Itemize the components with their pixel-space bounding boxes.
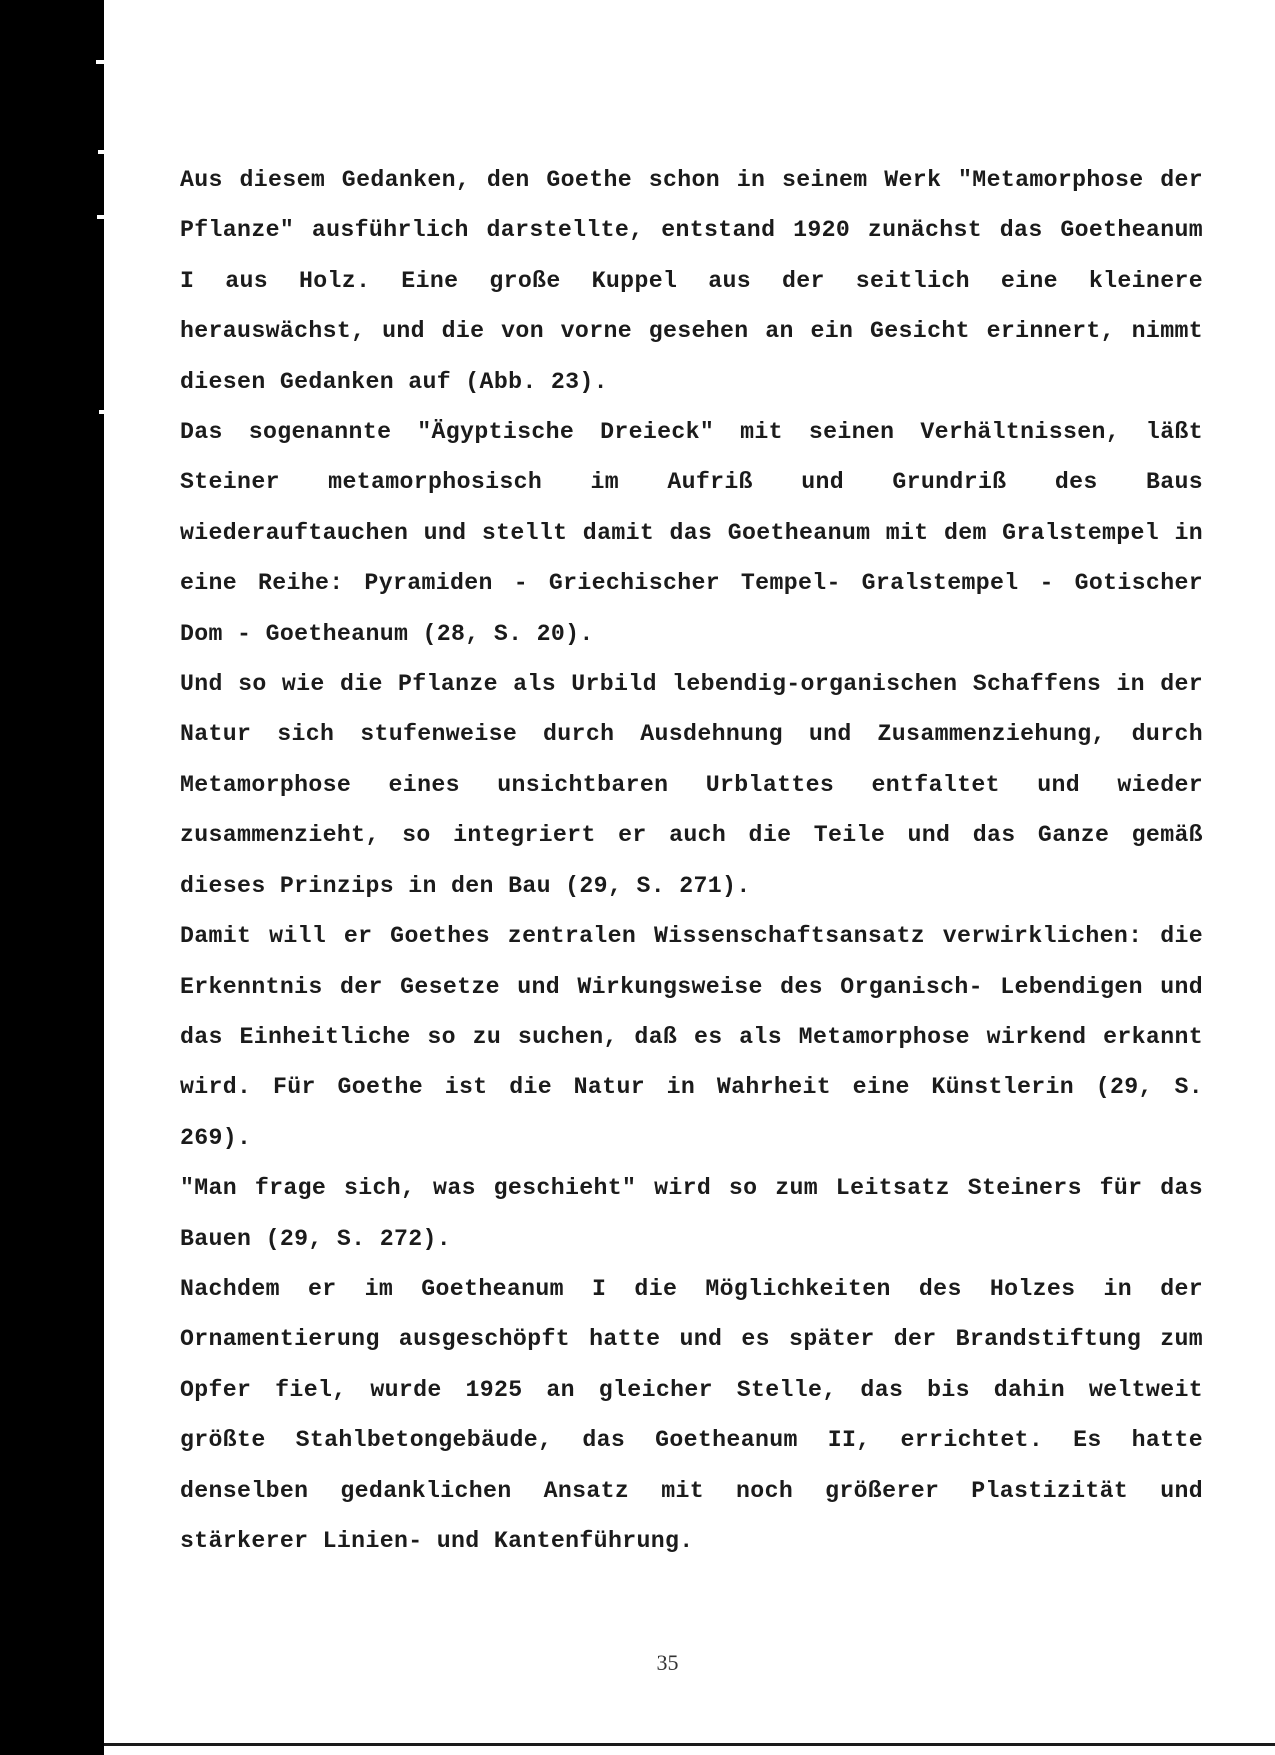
paragraph-egyptian-triangle: Das sogenannte "Ägyptische Dreieck" mit seinen Verhältnissen, läßt Steiner metamorphosisch im Aufriß und Grundriß des Baus wiederauftauchen und stellt damit das Goetheanum mit dem Gralstempel in eine Reihe: Pyramiden - Griechischer Tempel- Gralstempel - Gotischer Dom - Goetheanum (28, S. 20). — [180, 419, 1203, 647]
page-number: 35 — [656, 1650, 679, 1675]
paragraph-goethe-science: Damit will er Goethes zentralen Wissenschaftsansatz verwirklichen: die Erkenntnis der Gesetze und Wirkungsweise des Organisch- Lebendigen und das Einheitliche so zu suchen, daß es als Metamorphose wirkend erkannt wird. Für Goethe ist die Natur in Wahrheit eine Künstlerin (29, S. 269). — [180, 923, 1203, 1151]
scan-artifact — [99, 410, 104, 414]
paragraph-goetheanum-ii: Nachdem er im Goetheanum I die Möglichkeiten des Holzes in der Ornamentierung ausgeschöpft hatte und es später der Brandstiftung zum Opfer fiel, wurde 1925 an gleicher Stelle, das bis dahin weltweit größte Stahlbetongebäude, das Goetheanum II, errichtet. Es hatte denselben gedanklichen Ansatz mit noch größerer Plastizität und stärkerer Linien- und Kantenführung. — [180, 1275, 1203, 1554]
scan-artifact — [96, 60, 104, 64]
scan-artifact — [98, 150, 104, 154]
paragraph-guiding-principle: "Man frage sich, was geschieht" wird so zum Leitsatz Steiners für das Bauen (29, S. 272). — [180, 1175, 1203, 1252]
scan-border-left — [0, 0, 104, 1755]
paragraph-goetheanum-i: Aus diesem Gedanken, den Goethe schon in seinem Werk "Metamorphose der Pflanze" ausführlich darstellte, entstand 1920 zunächst das Goetheanum I aus Holz. Eine große Kuppel aus der seitlich eine kleinere herauswächst, und die von vorne gesehen an ein Gesicht erinnert, nimmt diesen Gedanken auf (Abb. 23). — [180, 167, 1203, 395]
scan-border-bottom — [104, 1743, 1275, 1746]
scan-artifact — [97, 215, 104, 219]
paragraph-plant-metamorphosis: Und so wie die Pflanze als Urbild lebendig-organischen Schaffens in der Natur sich stufenweise durch Ausdehnung und Zusammenziehung, durch Metamorphose eines unsichtbaren Urblattes entfaltet und wieder zusammenzieht, so integriert er auch die Teile und das Ganze gemäß dieses Prinzips in den Bau (29, S. 271). — [180, 671, 1203, 899]
document-body — [180, 155, 1203, 1566]
